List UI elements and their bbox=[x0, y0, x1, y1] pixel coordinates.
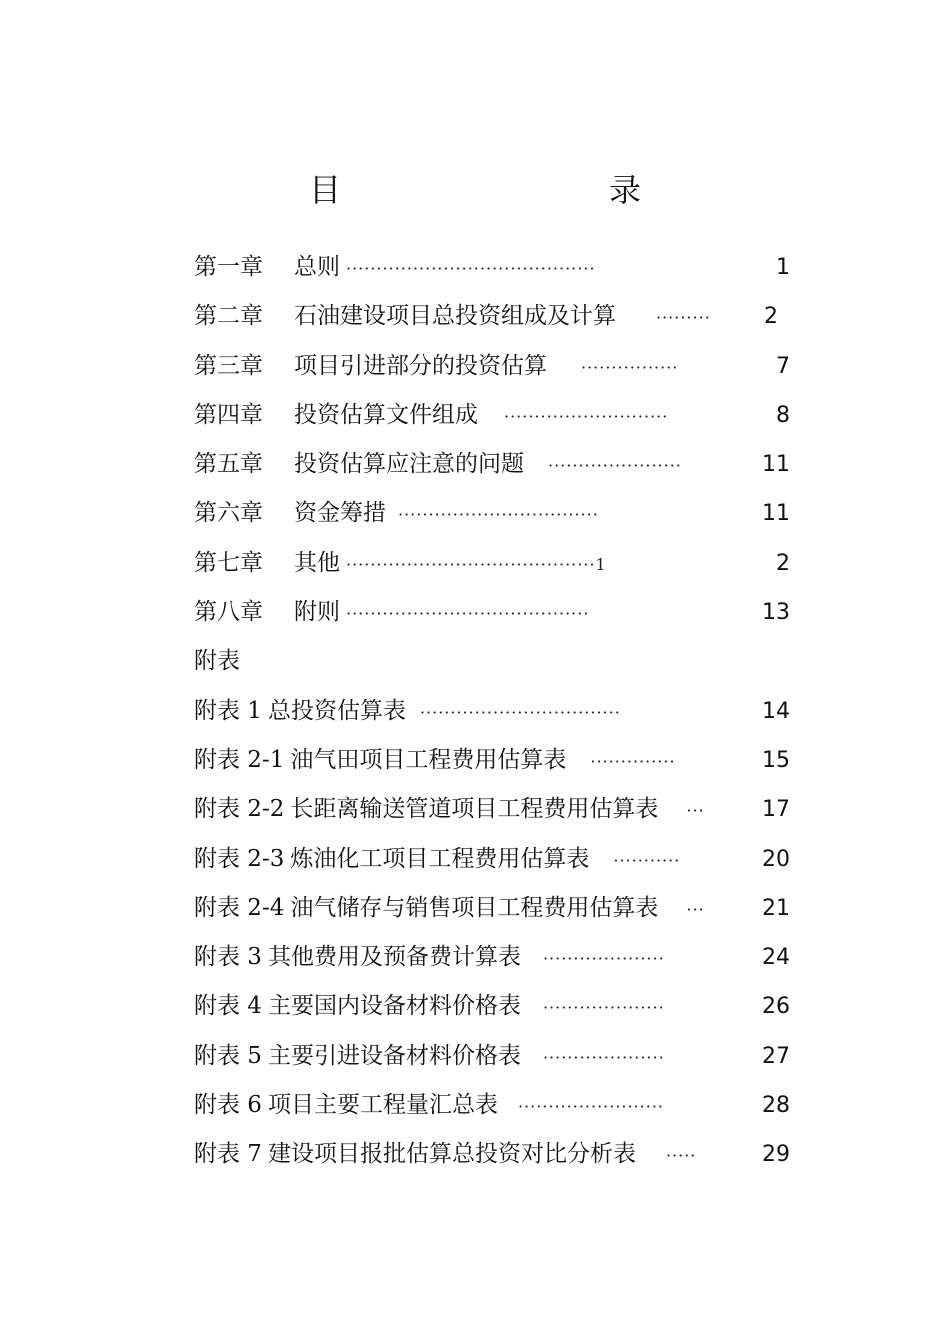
page-number: 14 bbox=[762, 698, 790, 724]
page-number: 29 bbox=[762, 1142, 790, 1168]
leader-dots: ··········· bbox=[613, 850, 681, 870]
leader-dots: ···················· bbox=[542, 949, 665, 969]
toc-entry-chapter-1[interactable] bbox=[194, 248, 790, 297]
chapter-number: 第三章 bbox=[194, 352, 263, 379]
appendix-number: 附表 2-3 bbox=[194, 845, 285, 872]
leader-dots: ······················ bbox=[548, 456, 682, 476]
page-number: 11 bbox=[762, 501, 790, 527]
appendix-section-heading bbox=[194, 642, 790, 691]
leader-dots: ········································ bbox=[346, 604, 590, 624]
appendix-number: 附表 4 bbox=[194, 993, 262, 1020]
chapter-title: 其他 bbox=[294, 549, 340, 576]
page-number: 27 bbox=[762, 1043, 790, 1069]
appendix-number: 附表 7 bbox=[194, 1141, 262, 1168]
toc-entry-appendix-4[interactable] bbox=[194, 987, 790, 1036]
appendix-title: 长距离输送管道项目工程费用估算表 bbox=[290, 796, 659, 823]
appendix-title: 其他费用及预备费计算表 bbox=[267, 944, 521, 971]
page-number: 17 bbox=[762, 797, 790, 823]
page-number: 20 bbox=[762, 846, 790, 872]
appendix-title: 主要引进设备材料价格表 bbox=[267, 1042, 521, 1069]
leader-dots: ··························· bbox=[504, 406, 669, 426]
appendix-number: 附表 2-2 bbox=[194, 796, 285, 823]
leader-dots: ········································· bbox=[346, 259, 596, 278]
toc-entry-appendix-2-1[interactable] bbox=[194, 741, 790, 790]
chapter-title: 资金筹措 bbox=[294, 500, 386, 527]
appendix-title: 项目主要工程量汇总表 bbox=[267, 1092, 498, 1119]
toc-entry-chapter-3[interactable] bbox=[194, 347, 790, 396]
chapter-title: 投资估算应注意的问题 bbox=[294, 451, 524, 478]
chapter-title: 总则 bbox=[294, 254, 340, 280]
chapter-number: 第六章 bbox=[194, 500, 263, 527]
appendix-number: 附表 3 bbox=[194, 944, 262, 971]
leader-dots: ··· bbox=[686, 801, 705, 821]
chapter-number: 第一章 bbox=[194, 254, 263, 280]
page-number: 2 bbox=[764, 304, 778, 330]
appendix-number: 附表 6 bbox=[194, 1092, 262, 1119]
chapter-number: 第五章 bbox=[194, 451, 263, 478]
toc-entry-chapter-6[interactable] bbox=[194, 494, 790, 543]
toc-entry-appendix-2-3[interactable] bbox=[194, 840, 790, 889]
toc-entry-chapter-7[interactable] bbox=[194, 544, 790, 593]
page-number: 7 bbox=[776, 353, 790, 379]
leader-dots: ···················· bbox=[542, 998, 665, 1018]
chapter-title: 项目引进部分的投资估算 bbox=[294, 352, 547, 379]
leader-dots: ········· bbox=[656, 308, 711, 328]
page-number: 24 bbox=[762, 945, 790, 971]
chapter-number: 第四章 bbox=[194, 401, 263, 428]
chapter-number: 第七章 bbox=[194, 549, 263, 576]
toc-entry-chapter-8[interactable] bbox=[194, 593, 790, 642]
leader-dots: ·········································1 bbox=[346, 554, 607, 574]
page-number: 11 bbox=[762, 452, 790, 478]
leader-dots: ··· bbox=[686, 899, 705, 919]
chapter-number: 第八章 bbox=[194, 599, 263, 626]
toc-entry-appendix-2-4[interactable] bbox=[194, 889, 790, 938]
toc-entry-chapter-4[interactable] bbox=[194, 396, 790, 445]
page-number: 1 bbox=[776, 255, 790, 280]
appendix-title: 炼油化工项目工程费用估算表 bbox=[290, 845, 590, 872]
appendix-title: 油气储存与销售项目工程费用估算表 bbox=[290, 894, 659, 921]
appendix-title: 油气田项目工程费用估算表 bbox=[290, 746, 567, 773]
appendix-title: 主要国内设备材料价格表 bbox=[267, 993, 521, 1020]
chapter-title: 投资估算文件组成 bbox=[294, 401, 478, 428]
appendix-number: 附表 2-1 bbox=[194, 746, 285, 773]
toc-entry-appendix-1[interactable] bbox=[194, 692, 790, 741]
toc-entry-appendix-5[interactable] bbox=[194, 1037, 790, 1086]
toc-entry-appendix-7[interactable] bbox=[194, 1135, 790, 1184]
page-number: 21 bbox=[762, 895, 790, 921]
page-title: 目 录 bbox=[308, 171, 709, 209]
toc-entry-appendix-2-2[interactable] bbox=[194, 790, 790, 839]
leader-dots: ································· bbox=[398, 505, 599, 525]
leader-dots: ····· bbox=[665, 1146, 697, 1166]
page-number: 2 bbox=[776, 550, 790, 576]
appendix-heading: 附表 bbox=[194, 648, 240, 675]
page-number: 13 bbox=[762, 600, 790, 626]
leader-dots: ································· bbox=[419, 702, 621, 722]
leader-dots: ·············· bbox=[590, 751, 676, 771]
toc-entry-chapter-2[interactable] bbox=[194, 297, 790, 346]
leader-dots: ···················· bbox=[542, 1047, 665, 1067]
page-number: 26 bbox=[762, 994, 790, 1020]
appendix-number: 附表 2-4 bbox=[194, 894, 285, 921]
toc-entry-chapter-5[interactable] bbox=[194, 445, 790, 494]
appendix-title: 总投资估算表 bbox=[267, 697, 406, 724]
chapter-title: 附则 bbox=[294, 599, 340, 626]
page-number: 28 bbox=[762, 1093, 790, 1119]
toc-entry-appendix-3[interactable] bbox=[194, 938, 790, 987]
chapter-number: 第二章 bbox=[194, 303, 263, 330]
appendix-number: 附表 5 bbox=[194, 1042, 262, 1069]
leader-dots: ················ bbox=[581, 357, 679, 377]
appendix-title: 建设项目报批估算总投资对比分析表 bbox=[267, 1141, 636, 1168]
leader-dots: ························ bbox=[517, 1097, 665, 1117]
appendix-number: 附表 1 bbox=[194, 697, 262, 724]
chapter-title: 石油建设项目总投资组成及计算 bbox=[294, 303, 616, 330]
page-number: 8 bbox=[776, 402, 790, 428]
table-of-contents bbox=[194, 248, 790, 1185]
page-number: 15 bbox=[762, 747, 790, 773]
toc-entry-appendix-6[interactable] bbox=[194, 1086, 790, 1135]
